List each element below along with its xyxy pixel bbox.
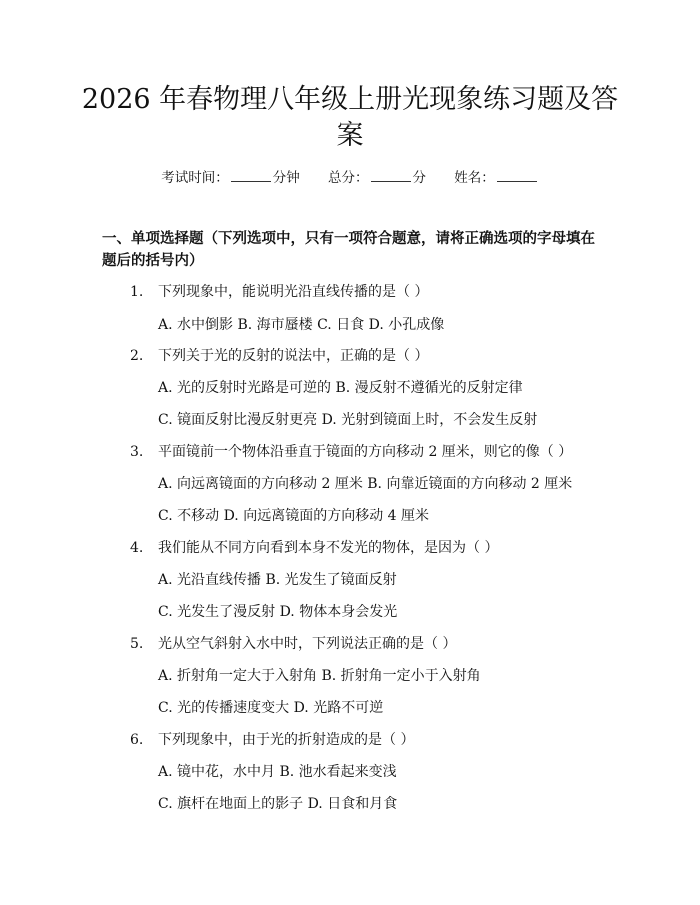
question-2 bbox=[130, 346, 428, 366]
question-number: 3. bbox=[130, 444, 144, 460]
exam-time-label: 考试时间： bbox=[161, 170, 229, 186]
exam-time bbox=[161, 170, 304, 186]
question-number: 5. bbox=[130, 636, 144, 652]
section-heading: 一、单项选择题（下列选项中，只有一项符合题意，请将正确选项的字母填在题后的括号内） bbox=[102, 231, 595, 269]
question-6 bbox=[130, 730, 414, 750]
question-text: 下列现象中，由于光的折射造成的是（ ） bbox=[158, 732, 415, 748]
question-2-options-row-2: C. 镜面反射比漫反射更亮 D. 光射到镜面上时，不会发生反射 bbox=[158, 412, 538, 428]
question-4-options-row-2: C. 光发生了漫反射 D. 物体本身会发光 bbox=[158, 604, 398, 620]
question-2-options-row-1: A. 光的反射时光路是可逆的 B. 漫反射不遵循光的反射定律 bbox=[158, 380, 523, 396]
document-title: 2026 年春物理八年级上册光现象练习题及答案 bbox=[81, 84, 619, 151]
question-text: 下列现象中，能说明光沿直线传播的是（ ） bbox=[158, 284, 429, 300]
exam-score-blank[interactable] bbox=[371, 168, 411, 182]
question-5-options-row-2: C. 光的传播速度变大 D. 光路不可逆 bbox=[158, 700, 384, 716]
question-text: 下列关于光的反射的说法中，正确的是（ ） bbox=[158, 348, 429, 364]
question-number: 6. bbox=[130, 732, 144, 748]
question-number: 1. bbox=[130, 284, 144, 300]
question-1-options: A. 水中倒影 B. 海市蜃楼 C. 日食 D. 小孔成像 bbox=[158, 317, 445, 333]
question-1 bbox=[130, 282, 428, 302]
exam-score-unit: 分 bbox=[412, 170, 426, 186]
question-4-options-row-1: A. 光沿直线传播 B. 光发生了镜面反射 bbox=[158, 572, 397, 588]
question-6-options-row-2: C. 旗杆在地面上的影子 D. 日食和月食 bbox=[158, 796, 398, 812]
exam-score-label: 总分： bbox=[328, 170, 369, 186]
question-5-options-row-1: A. 折射角一定大于入射角 B. 折射角一定小于入射角 bbox=[158, 668, 481, 684]
exam-name-blank[interactable] bbox=[497, 168, 537, 182]
question-number: 2. bbox=[130, 348, 144, 364]
question-5 bbox=[130, 634, 456, 654]
question-text: 光从空气斜射入水中时，下列说法正确的是（ ） bbox=[158, 636, 457, 652]
question-4 bbox=[130, 538, 498, 558]
exam-name bbox=[454, 170, 539, 186]
exam-score bbox=[328, 170, 430, 186]
question-3-options-row-2: C. 不移动 D. 向远离镜面的方向移动 4 厘米 bbox=[158, 508, 429, 524]
question-text: 我们能从不同方向看到本身不发光的物体，是因为（ ） bbox=[158, 540, 499, 556]
exam-time-blank[interactable] bbox=[231, 168, 271, 182]
exam-time-unit: 分钟 bbox=[272, 170, 300, 186]
question-6-options-row-1: A. 镜中花，水中月 B. 池水看起来变浅 bbox=[158, 764, 397, 780]
question-3-options-row-1: A. 向远离镜面的方向移动 2 厘米 B. 向靠近镜面的方向移动 2 厘米 bbox=[158, 476, 573, 492]
question-3 bbox=[130, 442, 572, 462]
question-number: 4. bbox=[130, 540, 144, 556]
exam-info-line bbox=[0, 168, 700, 188]
exam-name-label: 姓名： bbox=[454, 170, 495, 186]
question-text: 平面镜前一个物体沿垂直于镜面的方向移动 2 厘米，则它的像（ ） bbox=[158, 444, 573, 460]
